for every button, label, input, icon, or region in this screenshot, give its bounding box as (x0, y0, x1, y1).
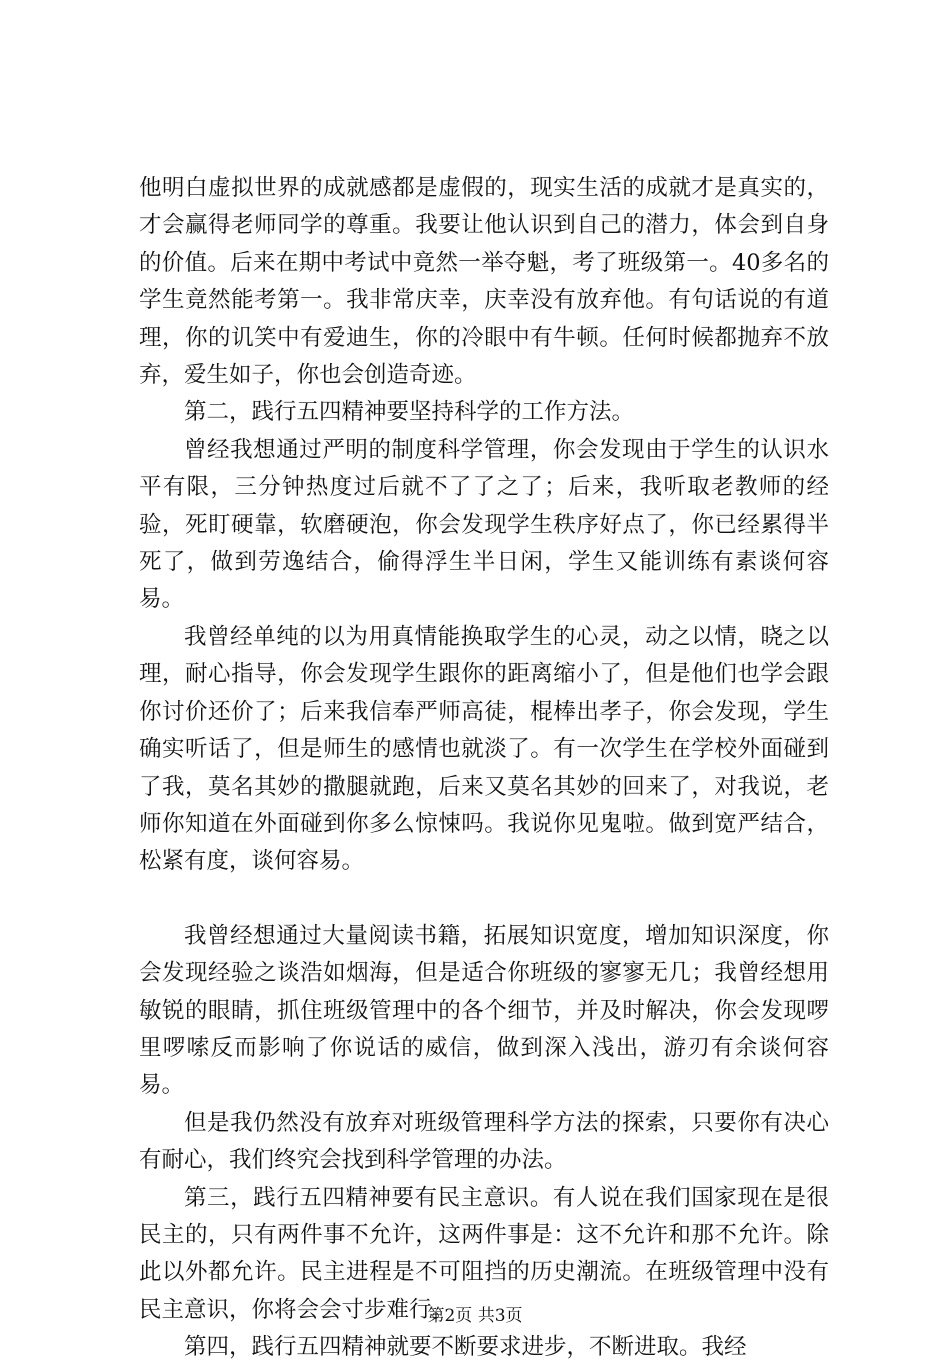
paragraph-continuation: 他明白虚拟世界的成就感都是虚假的，现实生活的成就才是真实的，才会赢得老师同学的尊重。我要让他认识到自己的潜力，体会到自身的价值。后来在期中考试中竟然一举夺魁，考了班级第一。40多名的学生竟然能考第一。我非常庆幸，庆幸没有放弃他。有句话说的有道理，你的讥笑中有爱迪生，你的冷眼中有牛顿。任何时候都抛弃不放弃，爱生如子，你也会创造奇迹。 (139, 175, 829, 389)
body-text (139, 170, 829, 1367)
paragraph: 但是我仍然没有放弃对班级管理科学方法的探索，只要你有决心有耐心，我们终究会找到科学管理的办法。 (139, 1109, 829, 1174)
paragraph: 曾经我想通过严明的制度科学管理，你会发现由于学生的认识水平有限，三分钟热度过后就不了了之了；后来，我听取老教师的经验，死盯硬靠，软磨硬泡，你会发现学生秩序好点了，你已经累得半死了，做到劳逸结合，偷得浮生半日闲，学生又能训练有素谈何容易。 (139, 436, 829, 613)
paragraph-heading-second: 第二，践行五四精神要坚持科学的工作方法。 (184, 399, 635, 426)
paragraph: 我曾经单纯的以为用真情能换取学生的心灵，动之以情，晓之以理，耐心指导，你会发现学生跟你的距离缩小了，但是他们也学会跟你讨价还价了；后来我信奉严师高徒，棍棒出孝子，你会发现，学生确实听话了，但是师生的感情也就淡了。有一次学生在学校外面碰到了我，莫名其妙的撒腿就跑，后来又莫名其妙的回来了，对我说，老师你知道在外面碰到你多么惊悚吗。我说你见鬼啦。做到宽严结合，松紧有度，谈何容易。 (139, 623, 829, 875)
paragraph-heading-fourth: 第四，践行五四精神就要不断要求进步，不断进取。我经 (184, 1334, 747, 1361)
paragraph: 我曾经想通过大量阅读书籍，拓展知识宽度，增加知识深度，你会发现经验之谈浩如烟海，但是适合你班级的寥寥无几；我曾经想用敏锐的眼睛，抓住班级管理中的各个细节，并及时解决，你会发现啰里啰嗦反而影响了你说话的威信，做到深入浅出，游刃有余谈何容易。 (139, 922, 829, 1099)
paragraph-heading-third: 第三，践行五四精神要有民主意识。有人说在我们国家现在是很民主的，只有两件事不允许，这两件事是：这不允许和那不允许。除此以外都允许。民主进程是不可阻挡的历史潮流。在班级管理中没有民主意识，你将会会寸步难行。 (139, 1184, 829, 1323)
page-footer: 第2页 共3页 (427, 1306, 523, 1326)
